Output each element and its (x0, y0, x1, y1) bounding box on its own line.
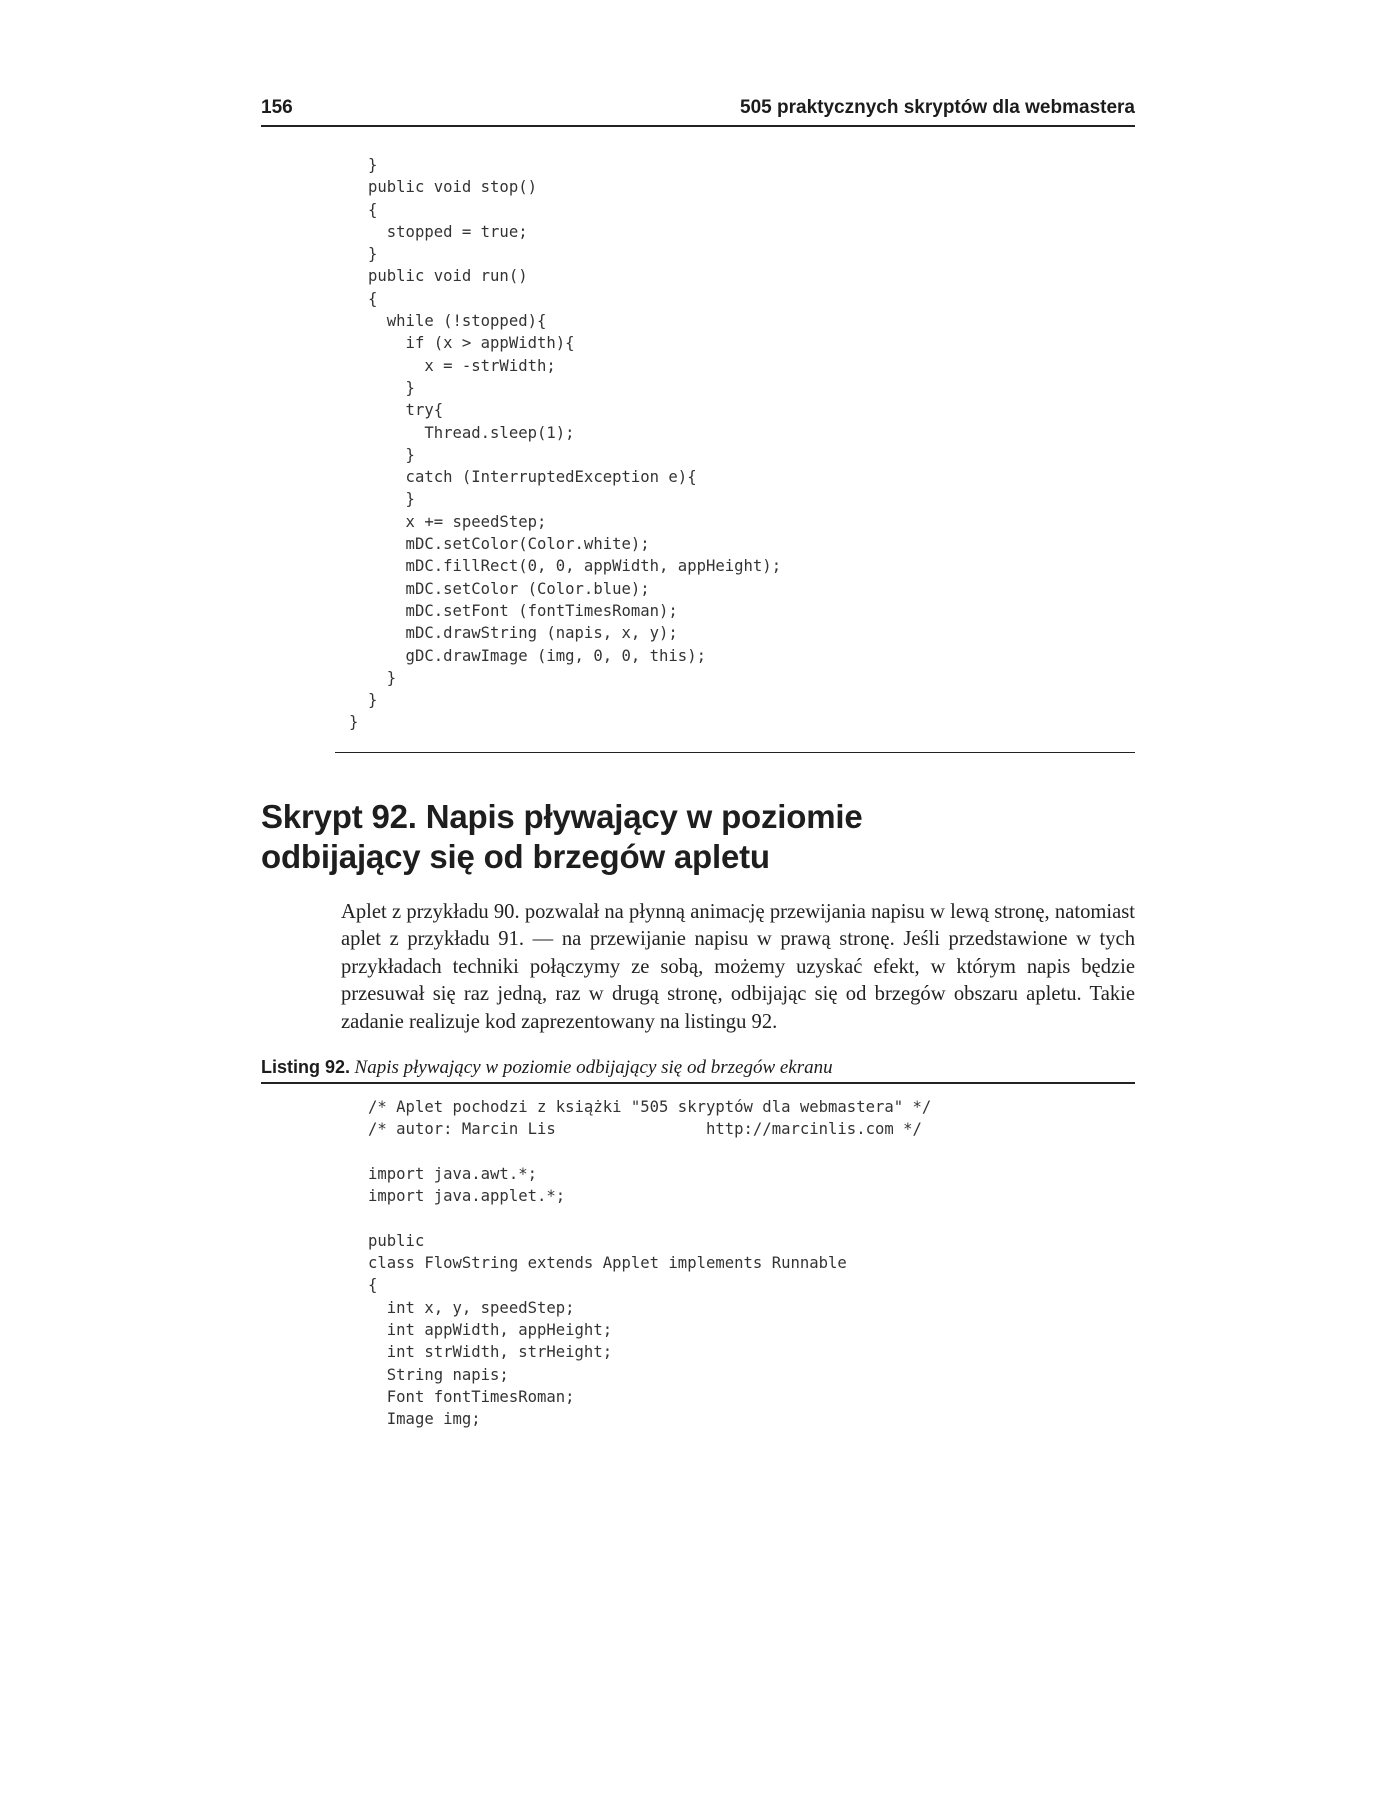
code-line: /* Aplet pochodzi z książki "505 skryptów dla webmastera" */ (368, 1098, 932, 1116)
code-line: } (368, 245, 378, 264)
code-end-rule (335, 752, 1135, 753)
code-line: int strWidth, strHeight; (368, 1343, 613, 1362)
code-line: class FlowString extends Applet implements Runnable (368, 1254, 847, 1273)
code-line: int appWidth, appHeight; (368, 1320, 613, 1339)
code-line: public void run() (368, 267, 528, 286)
code-line: Image img; (368, 1410, 481, 1429)
code-line: x += speedStep; (368, 512, 547, 531)
code-line: } (368, 668, 397, 687)
code-line: String napis; (368, 1365, 509, 1384)
code-line: Font fontTimesRoman; (368, 1387, 575, 1406)
code-line: mDC.setColor(Color.white); (368, 535, 650, 554)
heading-line-1: Skrypt 92. Napis pływający w poziomie (261, 798, 863, 835)
code-line: try{ (368, 401, 444, 420)
code-line: public void stop() (368, 178, 537, 197)
listing-caption (261, 1056, 1135, 1084)
code-line: public (368, 1231, 425, 1250)
code-line: } (368, 445, 415, 464)
code-line: { (368, 200, 378, 219)
code-line: } (368, 490, 415, 509)
code-line: { (368, 289, 378, 308)
code-line: { (368, 1276, 378, 1295)
page-number: 156 (261, 97, 293, 118)
page-header (261, 97, 1135, 127)
heading-line-2: odbijający się od brzegów apletu (261, 838, 770, 875)
code-line: /* autor: Marcin Lis http://marcinlis.com */ (368, 1120, 922, 1139)
code-line: } (368, 378, 415, 397)
code-line: mDC.setColor (Color.blue); (368, 579, 650, 598)
code-line: catch (InterruptedException e){ (368, 468, 697, 487)
body-paragraph: Aplet z przykładu 90. pozwalał na płynną animację przewijania napisu w lewą stronę, natomiast aplet z przykładu 91. — na przewijanie napisu w prawą stronę. Jeśli przedstawione w tych przykładach techniki połączymy ze sobą, możemy uzyskać efekt, w którym napis będzie przesuwał się raz jedną, raz w drugą stronę, odbijając się od brzegów obszaru apletu. Takie zadanie realizuje kod zaprezentowany na listingu 92. (341, 901, 1135, 1033)
code-line: } (368, 156, 378, 174)
code-line: import java.applet.*; (368, 1187, 566, 1206)
code-line: import java.awt.*; (368, 1164, 537, 1183)
code-line: } (368, 691, 378, 710)
listing-title: Napis pływający w poziomie odbijający się od brzegów ekranu (354, 1057, 833, 1078)
code-block-continued (349, 154, 782, 734)
code-line: gDC.drawImage (img, 0, 0, this); (368, 646, 706, 665)
code-line: mDC.setFont (fontTimesRoman); (368, 601, 678, 620)
running-title: 505 praktycznych skryptów dla webmastera (740, 97, 1135, 118)
listing-label: Listing 92. (261, 1057, 351, 1077)
code-line: Thread.sleep(1); (368, 423, 575, 442)
code-line: int x, y, speedStep; (368, 1298, 575, 1317)
code-closing-brace: } (349, 713, 359, 732)
section-heading (261, 797, 1135, 877)
code-line: x = -strWidth; (368, 356, 556, 375)
code-line: if (x > appWidth){ (368, 334, 575, 353)
code-block-listing (368, 1096, 931, 1430)
code-line: mDC.fillRect(0, 0, appWidth, appHeight); (368, 557, 782, 576)
code-line: stopped = true; (368, 222, 528, 241)
code-line: while (!stopped){ (368, 312, 547, 331)
code-line: mDC.drawString (napis, x, y); (368, 624, 678, 643)
